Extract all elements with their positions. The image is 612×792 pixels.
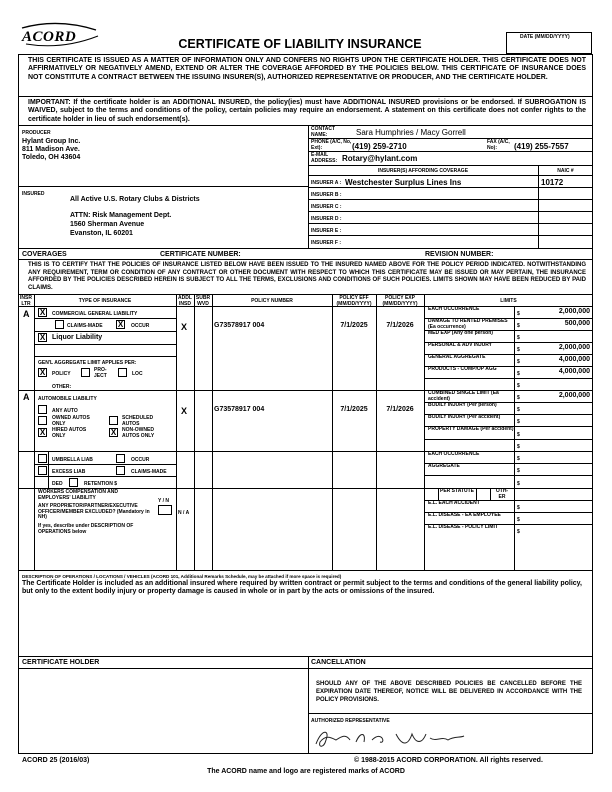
gl-eff-date: 7/1/2025 [340,322,368,329]
excess-checkbox[interactable] [38,466,47,475]
limit-dollar: $ [517,468,520,474]
limit-dollar: $ [517,407,520,413]
excess-label: EXCESS LIAB [52,469,86,475]
workers-yn-box[interactable] [158,505,172,515]
insurer-e-label: INSURER E : [311,228,342,234]
gl-insurer-letter: A [23,309,30,319]
limit-dollar: $ [517,395,520,401]
authorized-rep-label: AUTHORIZED REPRESENTATIVE [311,718,390,724]
email-value: Rotary@hylant.com [342,154,418,163]
auto-non-owned-label: NON-OWNED AUTOS ONLY [122,427,155,439]
insurers-heading: INSURER(S) AFFORDING COVERAGE [377,168,469,174]
producer-label: PRODUCER [22,130,51,136]
gl-title: COMMERCIAL GENERAL LIABILITY [52,311,138,317]
auto-scheduled-label: SCHEDULED AUTOS [122,415,154,427]
limit-label: PRODUCTS - COMP/OP AGG [428,366,497,372]
auto-eff-date: 7/1/2025 [340,406,368,413]
col-addl: ADDL INSD [178,295,192,307]
col-type: TYPE OF INSURANCE [78,298,132,304]
gl-liquor-label: Liquor Liability [52,334,103,341]
producer-line1: Hylant Group Inc. [22,138,81,145]
page-title: CERTIFICATE OF LIABILITY INSURANCE [178,37,422,51]
workers-na-label: N / A [178,510,190,516]
col-subr: SUBR WVD [195,295,211,307]
gl-other-label: OTHER: [52,384,72,390]
phone-label: PHONE (A/C, No, Ext): [311,139,352,151]
umbrella-ded-label: DED [52,481,63,487]
gl-policy-label: POLICY [52,371,71,377]
umbrella-occur-label: OCCUR [131,457,150,463]
cancellation-text: SHOULD ANY OF THE ABOVE DESCRIBED POLICIES BE CANCELLED BEFORE THE EXPIRATION DATE THEREOF, NOTICE WILL BE DELIVERED IN ACCORDANCE WITH THE POLICY PROVISIONS. [316,681,582,703]
email-label: E-MAIL ADDRESS: [311,152,338,164]
producer-line2: 811 Madison Ave. [22,146,80,153]
auto-non-owned-checkbox[interactable]: X [110,428,117,437]
producer-line3: Toledo, OH 43604 [22,154,81,161]
gl-policy-checkbox[interactable]: X [39,368,46,377]
insurer-a-label: INSURER A : [311,180,342,186]
col-policy-exp: POLICY EXP (MM/DD/YYYY) [382,295,418,307]
col-policy-number: POLICY NUMBER [251,298,293,304]
limit-dollar: $ [517,335,520,341]
limit-dollar: $ [517,517,520,523]
gl-project-checkbox[interactable] [81,368,90,377]
limit-value: 4,000,000 [558,356,590,363]
signature [312,726,472,750]
important-notice: IMPORTANT: If the certificate holder is an ADDITIONAL INSURED, the policy(ies) must have ADDITIONAL INSURED provisions or be endorsed. If SUBROGATION IS WAIVED, subject to the terms and conditions of the policy, certain policies may require an endorsement. A statement on this certificate does not confer rights to the certificate holder in lieu of such endorsement(s). [28,99,586,123]
acord-logo-text: ACORD [22,29,77,45]
excess-claims-made-checkbox[interactable] [116,466,125,475]
limit-value: 4,000,000 [558,368,590,375]
limit-label: E.L. DISEASE - EA EMPLOYEE [428,512,501,518]
workers-oth-er: OTH- ER [495,488,509,500]
limit-value: 2,000,000 [558,344,590,351]
limit-dollar: $ [517,432,520,438]
limit-label: E.L. DISEASE - POLICY LIMIT [428,524,498,530]
auto-hired-checkbox[interactable]: X [39,428,46,437]
certificate-holder-label: CERTIFICATE HOLDER [22,659,100,666]
form-number: ACORD 25 (2016/03) [22,757,90,764]
gl-occur-label: OCCUR [131,323,150,329]
umbrella-retention-label: RETENTION $ [84,481,118,487]
limit-dollar: $ [517,371,520,377]
gl-liquor-checkbox[interactable]: X [39,333,46,342]
gl-loc-checkbox[interactable] [118,368,127,377]
auto-owned-label: OWNED AUTOS ONLY [52,415,90,427]
umbrella-retention-checkbox[interactable] [69,478,78,487]
col-policy-eff: POLICY EFF (MM/DD/YYYY) [336,295,372,307]
contact-name: Sara Humphries / Macy Gorrell [356,128,466,137]
gl-checkbox[interactable]: X [39,308,46,317]
limit-dollar: $ [517,347,520,353]
insured-label: INSURED [22,191,45,197]
workers-per-statute: PER STATUTE [440,488,474,494]
limit-dollar: $ [517,419,520,425]
auto-policy-number: G73578917 004 [214,406,265,413]
auto-scheduled-checkbox[interactable] [109,416,118,425]
gl-occur-checkbox[interactable]: X [117,320,124,329]
limit-value: 2,000,000 [558,308,590,315]
limit-dollar: $ [517,359,520,365]
limit-value: 2,000,000 [558,392,590,399]
auto-any-checkbox[interactable] [38,405,47,414]
limit-label: COMBINED SINGLE LIMIT (Ea accident) [428,390,499,402]
auto-addl-insd: X [181,406,188,416]
limit-label: PERSONAL & ADV INJURY [428,342,492,348]
limit-label: EACH OCCURRENCE [428,451,480,457]
auto-title: AUTOMOBILE LIABILITY [38,396,97,402]
workers-title: WORKERS COMPENSATION AND EMPLOYERS' LIABILITY [38,489,118,501]
insurer-a-naic: 10172 [541,178,564,187]
umbrella-checkbox[interactable] [38,454,47,463]
umbrella-label: UMBRELLA LIAB [52,457,93,463]
naic-label: NAIC # [557,168,574,174]
acord-logo [18,22,100,48]
main-notice: THIS CERTIFICATE IS ISSUED AS A MATTER OF INFORMATION ONLY AND CONFERS NO RIGHTS UPON THE CERTIFICATE HOLDER. THIS CERTIFICATE DOES NOT AFFIRMATIVELY OR NEGATIVELY AMEND, EXTEND OR ALTER THE COVERAGE AFFORDED BY THE POLICIES BELOW. THIS CERTIFICATE OF INSURANCE DOES NOT CONSTITUTE A CONTRACT BETWEEN THE ISSUING INSURER(S), AUTHORIZED REPRESENTATIVE OR PRODUCER, AND THE CERTIFICATE HOLDER. [28,57,586,81]
auto-exp-date: 7/1/2026 [386,406,414,413]
insurer-c-label: INSURER C : [311,204,342,210]
excess-claims-made-label: CLAIMS-MADE [131,469,167,475]
date-label: DATE (MM/DD/YYYY) [520,34,570,40]
workers-proprietor-label: ANY PROPRIETOR/PARTNER/EXECUTIVE OFFICER/MEMBER EXCLUDED? (Mandatory in NH) [38,503,150,520]
insured-line1: All Active U.S. Rotary Clubs & Districts [70,196,200,203]
gl-loc-label: LOC [132,371,143,377]
contact-name-label: CONTACT NAME: [311,126,336,138]
description-label: DESCRIPTION OF OPERATIONS / LOCATIONS / VEHICLES (ACORD 101, Additional Remarks Schedule, may be attached if more space is required) [22,574,342,579]
gl-claims-made-checkbox[interactable] [55,320,64,329]
phone-value: (419) 259-2710 [352,142,407,151]
insured-line2: ATTN: Risk Management Dept. [70,212,172,219]
limit-dollar: $ [517,383,520,389]
auto-hired-label: HIRED AUTOS ONLY [52,427,87,439]
limit-dollar: $ [517,481,520,487]
limit-label: DAMAGE TO RENTED PREMISES (Ea occurrence) [428,318,508,330]
limit-label: BODILY INJURY (Per accident) [428,414,501,420]
limit-label: EACH OCCURRENCE [428,306,480,312]
limit-dollar: $ [517,529,520,535]
limit-value: 500,000 [564,320,590,327]
copyright: © 1988-2015 ACORD CORPORATION. All rights reserved. [354,757,543,764]
insured-line3: 1560 Sherman Avenue [70,221,145,228]
gl-aggregate-applies-label: GEN'L AGGREGATE LIMIT APPLIES PER: [38,360,137,366]
trademark: The ACORD name and logo are registered marks of ACORD [207,768,405,775]
limit-label: PROPERTY DAMAGE (Per accident) [428,426,514,432]
revision-number-label: REVISION NUMBER: [425,251,494,258]
auto-insurer-letter: A [23,392,30,402]
gl-policy-number: G73578917 004 [214,322,265,329]
umbrella-occur-checkbox[interactable] [116,454,125,463]
gl-project-label: PRO- JECT [94,367,107,379]
fax-value: (419) 255-7557 [514,142,569,151]
limit-label: BODILY INJURY (Per person) [428,402,497,408]
workers-describe-label: If yes, describe under DESCRIPTION OF OPERATIONS below [38,523,134,535]
insurer-d-label: INSURER D : [311,216,342,222]
col-insr-ltr: INSR LTR [20,295,32,307]
gl-exp-date: 7/1/2026 [386,322,414,329]
limit-label: E.L. EACH ACCIDENT [428,500,480,506]
coverages-notice: THIS IS TO CERTIFY THAT THE POLICIES OF INSURANCE LISTED BELOW HAVE BEEN ISSUED TO THE INSURED NAMED ABOVE FOR THE POLICY PERIOD INDICATED. NOTWITHSTANDING ANY REQUIREMENT, TERM OR CONDITION OF ANY CONTRACT OR OTHER DOCUMENT WITH RESPECT TO WHICH THIS CERTIFICATE MAY BE ISSUED OR MAY PERTAIN, THE INSURANCE AFFORDED BY THE POLICIES DESCRIBED HEREIN IS SUBJECT TO ALL THE TERMS, EXCLUSIONS AND CONDITIONS OF SUCH POLICIES. LIMITS SHOWN MAY HAVE BEEN REDUCED BY PAID CLAIMS. [28,262,586,291]
col-limits: LIMITS [500,298,517,304]
cancellation-label: CANCELLATION [311,659,366,666]
description-text: The Certificate Holder is included as an additional insured where required by written contract or permit subject to the terms and conditions of the general liability policy, but only to the extent bodily injury or property damage is caused in whole or in part by the acts or omissions of the insured. [22,580,582,595]
limit-dollar: $ [517,444,520,450]
insurer-f-label: INSURER F : [311,240,341,246]
certificate-number-label: CERTIFICATE NUMBER: [160,251,241,258]
gl-addl-insd: X [181,322,188,332]
auto-any-label: ANY AUTO [52,408,78,414]
limit-label: AGGREGATE [428,463,460,469]
gl-claims-made-label: CLAIMS-MADE [67,323,103,329]
insurer-b-label: INSURER B : [311,192,342,198]
limit-dollar: $ [517,505,520,511]
insurer-a-name: Westchester Surplus Lines Ins [345,178,462,187]
insured-line4: Evanston, IL 60201 [70,230,133,237]
limit-dollar: $ [517,323,520,329]
limit-dollar: $ [517,456,520,462]
coverages-label: COVERAGES [22,251,67,258]
limit-label: MED EXP (Any one person) [428,330,493,336]
auto-owned-checkbox[interactable] [38,416,47,425]
limit-dollar: $ [517,311,520,317]
fax-label: FAX (A/C, No): [487,139,510,151]
workers-yn-label: Y / N [158,498,170,504]
limit-label: GENERAL AGGREGATE [428,354,486,360]
